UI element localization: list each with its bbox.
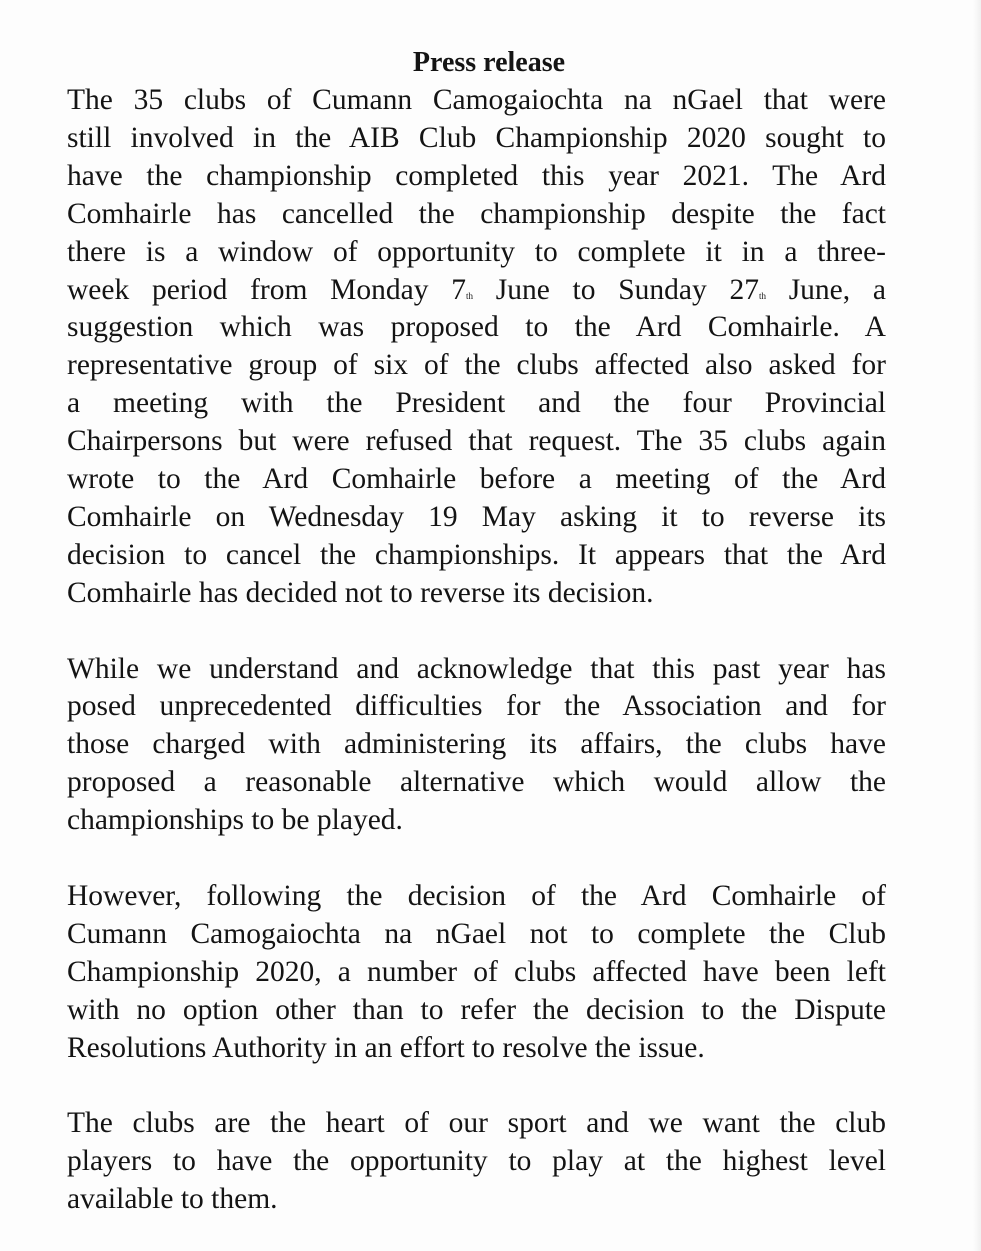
paragraph: [67, 651, 886, 841]
text-line: week period from Monday 7th June to Sunday 27th June, a: [67, 273, 886, 306]
text-line: Chairpersons but were refused that request. The 35 clubs again: [67, 425, 886, 458]
text-line: those charged with administering its affairs, the clubs have: [67, 728, 886, 761]
text-line: suggestion which was proposed to the Ard Comhairle. A: [67, 311, 886, 344]
document-body: [67, 82, 886, 1219]
text-line: championships to be played.: [67, 804, 403, 837]
text-line: have the championship completed this year 2021. The Ard: [67, 159, 886, 192]
text-line: Championship 2020, a number of clubs affected have been left: [67, 955, 886, 988]
text-line: However, following the decision of the Ard Comhairle of: [67, 880, 886, 912]
text-line: decision to cancel the championships. It appears that the Ard: [67, 538, 886, 571]
text-line: available to them.: [67, 1183, 278, 1216]
text-line: a meeting with the President and the four Provincial: [67, 387, 886, 420]
ordinal-suffix: th: [758, 290, 766, 301]
text-line: Comhairle on Wednesday 19 May asking it to reverse its: [67, 500, 886, 533]
text-line: The clubs are the heart of our sport and we want the club: [67, 1107, 886, 1140]
ordinal-suffix: th: [465, 290, 473, 301]
text-line: Comhairle has cancelled the championship despite the fact: [67, 197, 886, 230]
text-line: Comhairle has decided not to reverse its decision.: [67, 576, 654, 609]
text-line: Resolutions Authority in an effort to resolve the issue.: [67, 1031, 705, 1064]
page-edge-shadow: [973, 0, 981, 1251]
text-line: with no option other than to refer the decision to the Dispute: [67, 993, 886, 1026]
text-line: there is a window of opportunity to complete it in a three-: [67, 235, 886, 268]
paragraph: [67, 82, 886, 613]
text-line: While we understand and acknowledge that this past year has: [67, 652, 886, 685]
paragraph: [67, 878, 886, 1068]
paragraph: [67, 1105, 886, 1219]
text-line: players to have the opportunity to play at the highest level: [67, 1145, 886, 1178]
page-title: Press release: [412, 47, 566, 78]
text-line: posed unprecedented difficulties for the Association and for: [67, 690, 886, 723]
text-line: still involved in the AIB Club Championship 2020 sought to: [67, 121, 886, 154]
text-line: Cumann Camogaiochta na nGael not to complete the Club: [67, 917, 886, 950]
text-line: representative group of six of the clubs affected also asked for: [67, 349, 886, 382]
text-line: wrote to the Ard Comhairle before a meeting of the Ard: [67, 463, 886, 496]
text-line: proposed a reasonable alternative which would allow the: [67, 766, 886, 799]
text-line: The 35 clubs of Cumann Camogaiochta na nGael that were: [67, 84, 886, 116]
